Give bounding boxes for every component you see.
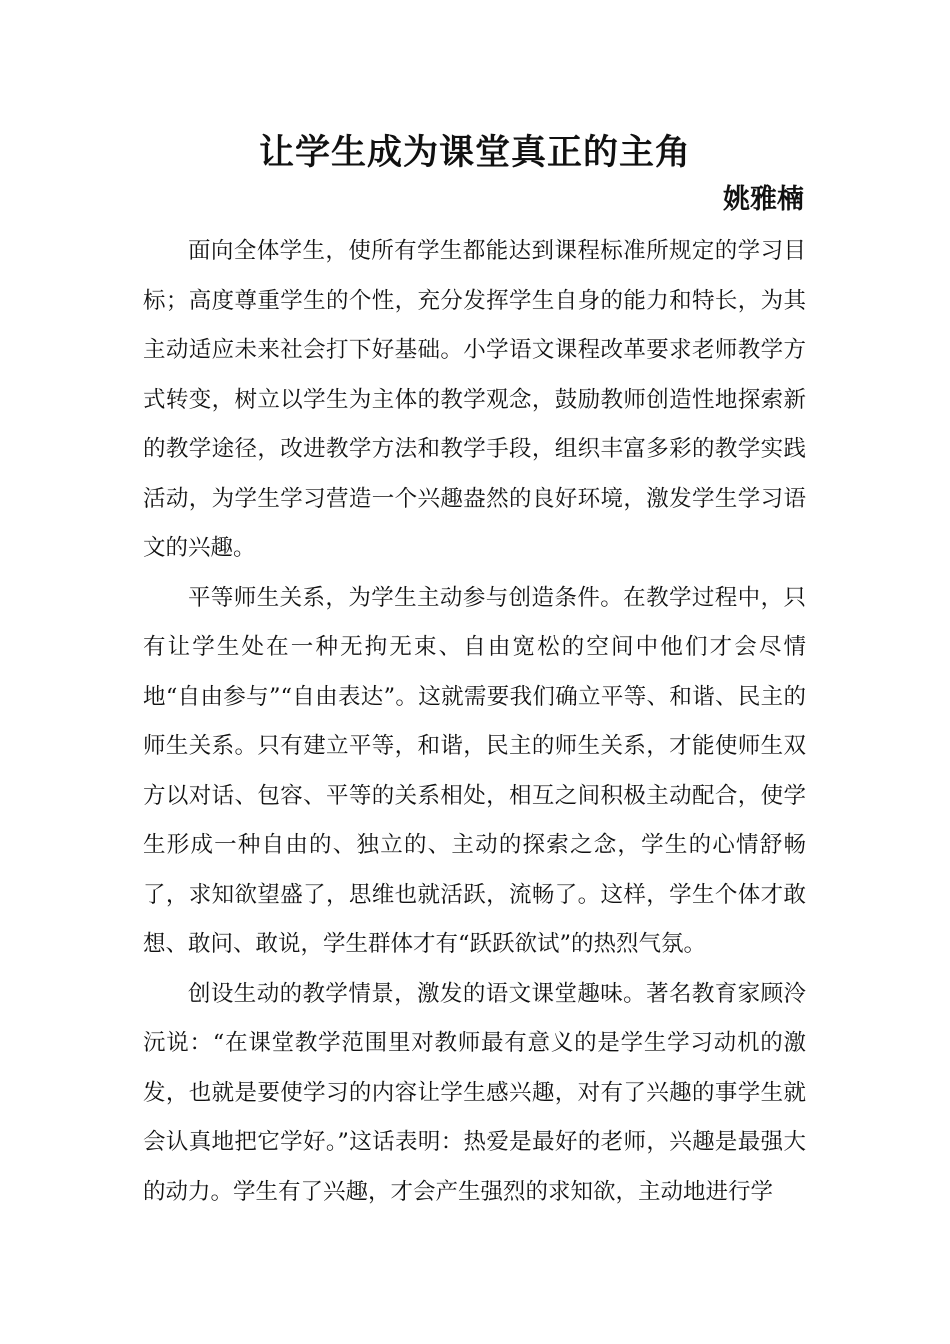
- author-name: 姚雅楠: [723, 184, 804, 215]
- paragraph-1: 面向全体学生，使所有学生都能达到课程标准所规定的学习目标；高度尊重学生的个性，充分发挥学生自身的能力和特长，为其主动适应未来社会打下好基础。小学语文课程改革要求老师教学方式转变，树立以学生为主体的教学观念，鼓励教师创造性地探索新的教学途径，改进教学方法和教学手段，组织丰富多彩的教学实践活动，为学生学习营造一个兴趣盎然的良好环境，激发学生学习语文的兴趣。: [143, 238, 806, 561]
- paragraph-2: 平等师生关系，为学生主动参与创造条件。在教学过程中，只有让学生处在一种无拘无束、自由宽松的空间中他们才会尽情地“自由参与”“自由表达”。这就需要我们确立平等、和谐、民主的师生关系。只有建立平等，和谐，民主的师生关系，才能使师生双方以对话、包容、平等的关系相处，相互之间积极主动配合，使学生形成一种自由的、独立的、主动的探索之念，学生的心情舒畅了，求知欲望盛了，思维也就活跃，流畅了。这样，学生个体才敢想、敢问、敢说，学生群体才有“跃跃欲试”的热烈气氛。: [143, 584, 806, 957]
- document-body: [143, 227, 806, 1217]
- document-title: 让学生成为课堂真正的主角: [258, 133, 691, 173]
- paragraph-3: 创设生动的教学情景，激发的语文课堂趣味。著名教育家顾泠沅说：“在课堂教学范围里对教师最有意义的是学生学习动机的激发，也就是要使学习的内容让学生感兴趣，对有了兴趣的事学生就会认真地把它学好。”这话表明：热爱是最好的老师，兴趣是最强大的动力。学生有了兴趣，才会产生强烈的求知欲，主动地进行学: [143, 980, 806, 1205]
